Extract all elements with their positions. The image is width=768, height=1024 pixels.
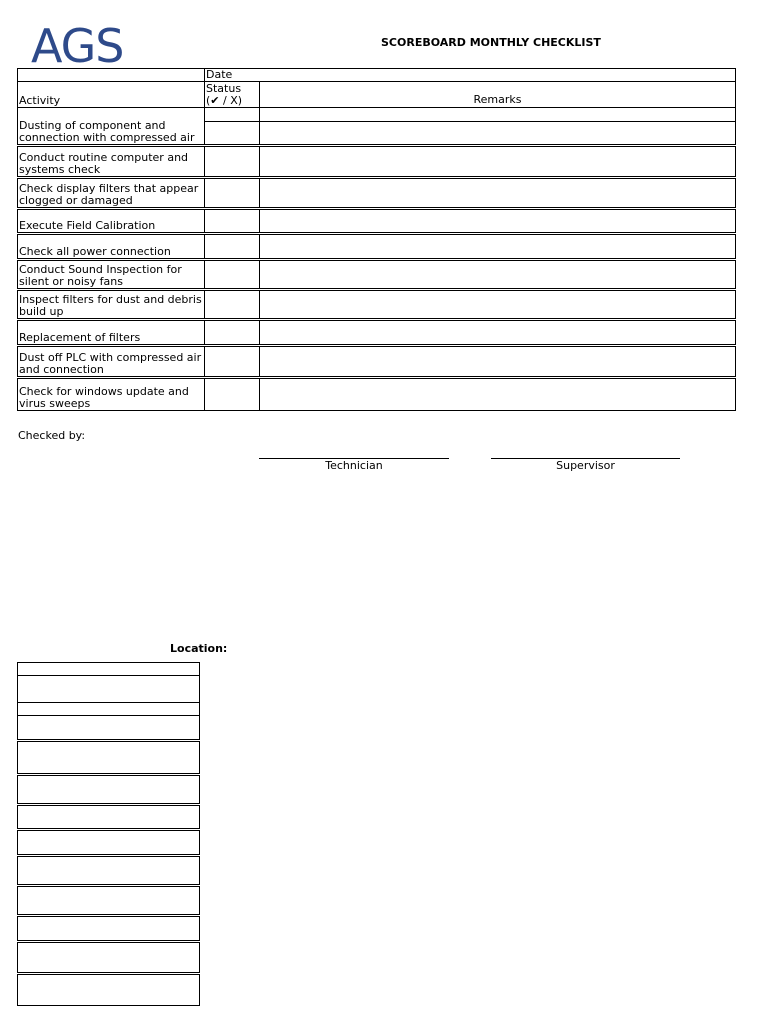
status-cell[interactable] bbox=[205, 320, 260, 346]
activity-header: Activity bbox=[18, 82, 205, 108]
location-cell[interactable] bbox=[18, 830, 200, 856]
status-cell[interactable] bbox=[205, 209, 260, 234]
remarks-cell[interactable] bbox=[260, 122, 736, 146]
status-cell[interactable] bbox=[205, 108, 260, 122]
remarks-cell[interactable] bbox=[260, 378, 736, 411]
activity-cell: Execute Field Calibration bbox=[18, 209, 205, 234]
remarks-cell[interactable] bbox=[260, 260, 736, 290]
location-cell[interactable] bbox=[18, 676, 200, 703]
status-cell[interactable] bbox=[205, 260, 260, 290]
remarks-cell[interactable] bbox=[260, 346, 736, 378]
remarks-cell[interactable] bbox=[260, 209, 736, 234]
location-cell[interactable] bbox=[18, 886, 200, 916]
location-cell[interactable] bbox=[18, 856, 200, 886]
status-cell[interactable] bbox=[205, 122, 260, 146]
company-logo: AGS bbox=[31, 19, 124, 73]
location-cell[interactable] bbox=[18, 974, 200, 1006]
remarks-header: Remarks bbox=[260, 82, 736, 108]
location-cell[interactable] bbox=[18, 663, 200, 676]
status-cell[interactable] bbox=[205, 146, 260, 178]
activity-cell: Check all power connection bbox=[18, 234, 205, 260]
location-cell[interactable] bbox=[18, 942, 200, 974]
status-cell[interactable] bbox=[205, 378, 260, 411]
document-title: SCOREBOARD MONTHLY CHECKLIST bbox=[381, 36, 601, 49]
location-label: Location: bbox=[170, 642, 228, 655]
location-cell[interactable] bbox=[18, 916, 200, 942]
status-cell[interactable] bbox=[205, 234, 260, 260]
status-header: Status (✔ / X) bbox=[205, 82, 260, 108]
activity-cell: Conduct routine computer and systems check bbox=[18, 146, 205, 178]
activity-cell: Dusting of component and connection with compressed air bbox=[18, 108, 205, 146]
checked-by-label: Checked by: bbox=[18, 429, 86, 442]
activity-cell: Check display filters that appear clogged or damaged bbox=[18, 178, 205, 209]
date-header: Date bbox=[205, 69, 736, 82]
supervisor-label: Supervisor bbox=[556, 459, 615, 472]
status-cell[interactable] bbox=[205, 178, 260, 209]
location-table bbox=[17, 662, 200, 1006]
remarks-cell[interactable] bbox=[260, 290, 736, 320]
activity-cell: Inspect filters for dust and debris build up bbox=[18, 290, 205, 320]
activity-cell: Conduct Sound Inspection for silent or noisy fans bbox=[18, 260, 205, 290]
location-cell[interactable] bbox=[18, 741, 200, 775]
remarks-cell[interactable] bbox=[260, 320, 736, 346]
activity-cell: Dust off PLC with compressed air and connection bbox=[18, 346, 205, 378]
blank-header-cell bbox=[18, 69, 205, 82]
remarks-cell[interactable] bbox=[260, 234, 736, 260]
location-cell[interactable] bbox=[18, 716, 200, 741]
activity-cell: Replacement of filters bbox=[18, 320, 205, 346]
technician-label: Technician bbox=[325, 459, 383, 472]
status-cell[interactable] bbox=[205, 346, 260, 378]
location-cell[interactable] bbox=[18, 775, 200, 805]
remarks-cell[interactable] bbox=[260, 146, 736, 178]
checklist-table bbox=[17, 68, 736, 411]
activity-cell: Check for windows update and virus sweeps bbox=[18, 378, 205, 411]
remarks-cell[interactable] bbox=[260, 108, 736, 122]
remarks-cell[interactable] bbox=[260, 178, 736, 209]
location-cell[interactable] bbox=[18, 805, 200, 830]
status-cell[interactable] bbox=[205, 290, 260, 320]
location-cell[interactable] bbox=[18, 703, 200, 716]
